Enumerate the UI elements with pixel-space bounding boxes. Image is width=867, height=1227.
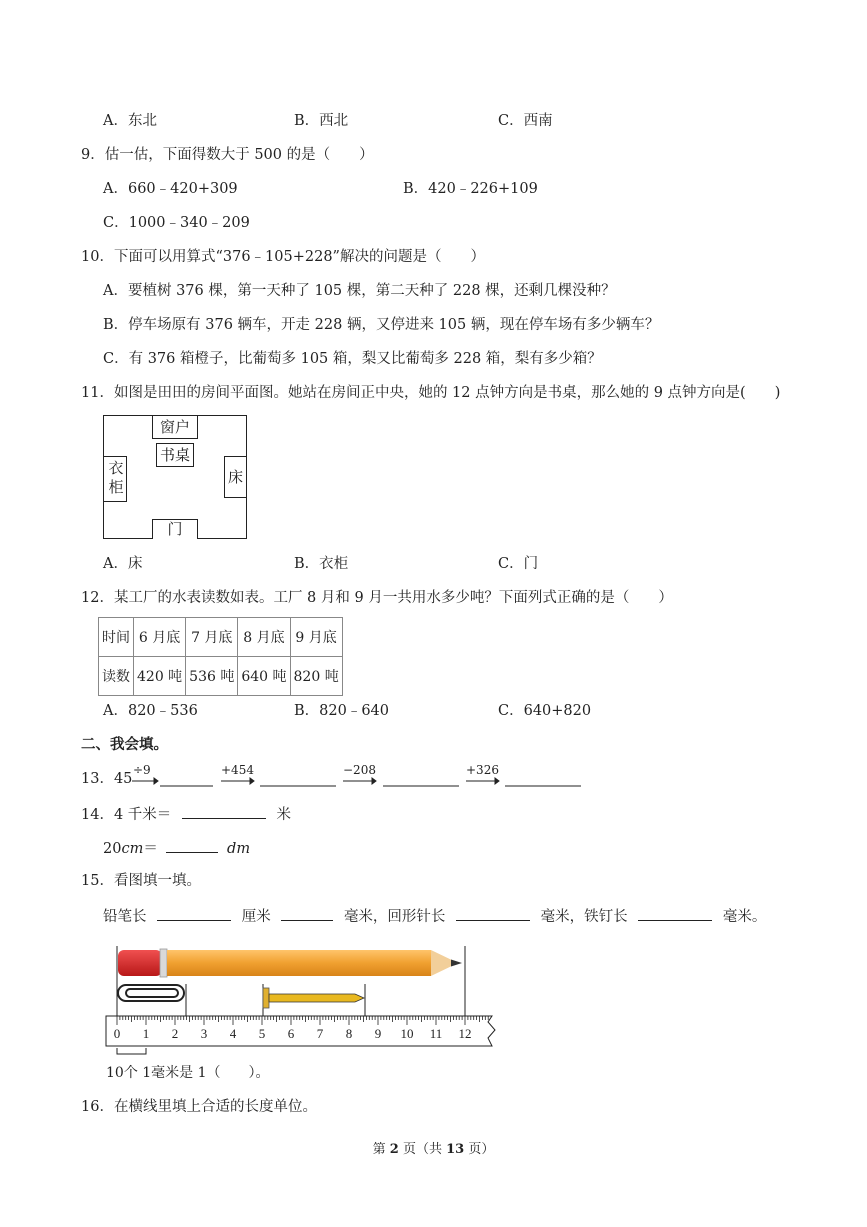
- q14-line2: [103, 838, 250, 858]
- ruler-label: 12: [458, 1026, 472, 1041]
- ruler-label: 10: [400, 1026, 414, 1041]
- q9-stem: 9．估一估，下面得数大于 500 的是（ ）: [81, 147, 374, 163]
- table-cell: 640 吨: [238, 657, 290, 696]
- q15-text-2: 厘米: [241, 909, 271, 925]
- q9-option-b: B．420﹣226+109: [403, 181, 538, 197]
- q14-blank-2[interactable]: [166, 838, 218, 853]
- q15-blank-pencil-mm[interactable]: [281, 906, 333, 921]
- q10-stem: 10．下面可以用算式“376﹣105+228”解决的问题是（ ）: [81, 249, 485, 265]
- q15-blank-nail[interactable]: [638, 906, 712, 921]
- room-wardrobe: 衣柜: [103, 456, 127, 502]
- section-heading: 二、我会填。: [81, 736, 168, 753]
- q8-option-c: C．西南: [498, 113, 553, 129]
- q14-unit-cm: cm: [121, 841, 144, 857]
- q13-number: 13．45: [81, 771, 133, 787]
- q11-stem: 11．如图是田田的房间平面图。她站在房间正中央，她的 12 点钟方向是书桌，那么她的 9 点钟方向是( ): [81, 385, 781, 401]
- q15-note: 10个 1毫米是 1（ ）。: [106, 1065, 270, 1081]
- q11-option-b: B．衣柜: [294, 556, 349, 572]
- q12-option-b: B．820﹣640: [294, 703, 390, 719]
- q14-prefix: 14．4 千米＝: [81, 807, 172, 823]
- q9-option-c: C．1000﹣340﹣209: [103, 215, 250, 231]
- q12-option-a: A．820﹣536: [103, 703, 198, 719]
- footer-pre: 第: [372, 1142, 390, 1157]
- ruler-label: 2: [171, 1026, 179, 1041]
- ruler-label: 1: [142, 1026, 150, 1041]
- q14-line1: [81, 804, 291, 824]
- footer-post: 页）: [464, 1142, 495, 1157]
- q11-option-c: C．门: [498, 556, 539, 572]
- table-cell: 536 吨: [186, 657, 238, 696]
- footer-mid: 页（共: [398, 1142, 447, 1157]
- footer-page-number: 2: [389, 1142, 399, 1157]
- page-footer: [0, 1138, 867, 1157]
- ruler-label: 4: [229, 1026, 237, 1041]
- q16-stem: 16．在横线里填上合适的长度单位。: [81, 1099, 317, 1115]
- q14-equals: ＝: [143, 841, 158, 857]
- q13-op-1: ÷9: [133, 763, 151, 777]
- q15-text-4: 毫米，铁钉长: [540, 909, 628, 925]
- q13-op-3: −208: [343, 763, 376, 777]
- table-cell: 420 吨: [134, 657, 186, 696]
- room-door: 门: [152, 519, 198, 539]
- q13-op-2: +454: [221, 763, 254, 777]
- footer-total-pages: 13: [446, 1142, 465, 1157]
- q9-option-a: A．660﹣420+309: [103, 181, 238, 197]
- ruler-label: 7: [316, 1026, 324, 1041]
- q12-stem: 12．某工厂的水表读数如表。工厂 8 月和 9 月一共用水多少吨？下面列式正确的是（ ）: [81, 590, 673, 606]
- room-bed: 床: [224, 456, 247, 498]
- q14-blank-1[interactable]: [182, 804, 266, 819]
- room-desk: 书桌: [156, 443, 194, 467]
- q15-text-5: 毫米。: [722, 909, 767, 925]
- q14-unit-dm: dm: [227, 841, 251, 857]
- q15-text-3: 毫米，回形针长: [343, 909, 446, 925]
- q15-blank-pencil-cm[interactable]: [157, 906, 231, 921]
- q15-blank-clip[interactable]: [456, 906, 530, 921]
- q8-option-b: B．西北: [294, 113, 349, 129]
- q14-value: 20: [103, 841, 122, 857]
- q8-option-a: A．东北: [103, 113, 157, 129]
- pencil-icon: [118, 949, 462, 977]
- q15-fill-line: [103, 906, 766, 926]
- q10-option-a: A．要植树 376 棵，第一天种了 105 棵，第二天种了 228 棵，还剩几棵没种？: [103, 283, 616, 299]
- table-cell: 9 月底: [290, 618, 342, 657]
- ruler-label: 5: [258, 1026, 266, 1041]
- table-cell: 读数: [99, 657, 134, 696]
- ruler-label: 8: [345, 1026, 353, 1041]
- ruler-label: 3: [200, 1026, 208, 1041]
- q11-option-a: A．床: [103, 556, 143, 572]
- q14-unit: 米: [276, 807, 292, 823]
- q12-option-c: C．640+820: [498, 703, 592, 719]
- ruler-label: 9: [374, 1026, 382, 1041]
- ruler-illustration: [100, 938, 510, 1068]
- nail-icon: [263, 988, 364, 1008]
- ruler-label: 0: [113, 1026, 121, 1041]
- table-cell: 820 吨: [290, 657, 342, 696]
- paper-clip-icon: [118, 985, 184, 1001]
- table-cell: 6 月底: [134, 618, 186, 657]
- room-window: 窗户: [152, 415, 198, 439]
- q10-option-c: C．有 376 箱橙子，比葡萄多 105 箱，梨又比葡萄多 228 箱，梨有多少箱？: [103, 351, 602, 367]
- q10-option-b: B．停车场原有 376 辆车，开走 228 辆，又停进来 105 辆，现在停车场有多少辆车？: [103, 317, 660, 333]
- ruler-label: 6: [287, 1026, 295, 1041]
- q15-text-1: 铅笔长: [103, 909, 147, 925]
- q13-op-4: +326: [466, 763, 499, 777]
- table-cell: 时间: [99, 618, 134, 657]
- table-cell: 8 月底: [238, 618, 290, 657]
- q15-stem: 15．看图填一填。: [81, 873, 201, 889]
- ruler-label: 11: [429, 1026, 443, 1041]
- table-cell: 7 月底: [186, 618, 238, 657]
